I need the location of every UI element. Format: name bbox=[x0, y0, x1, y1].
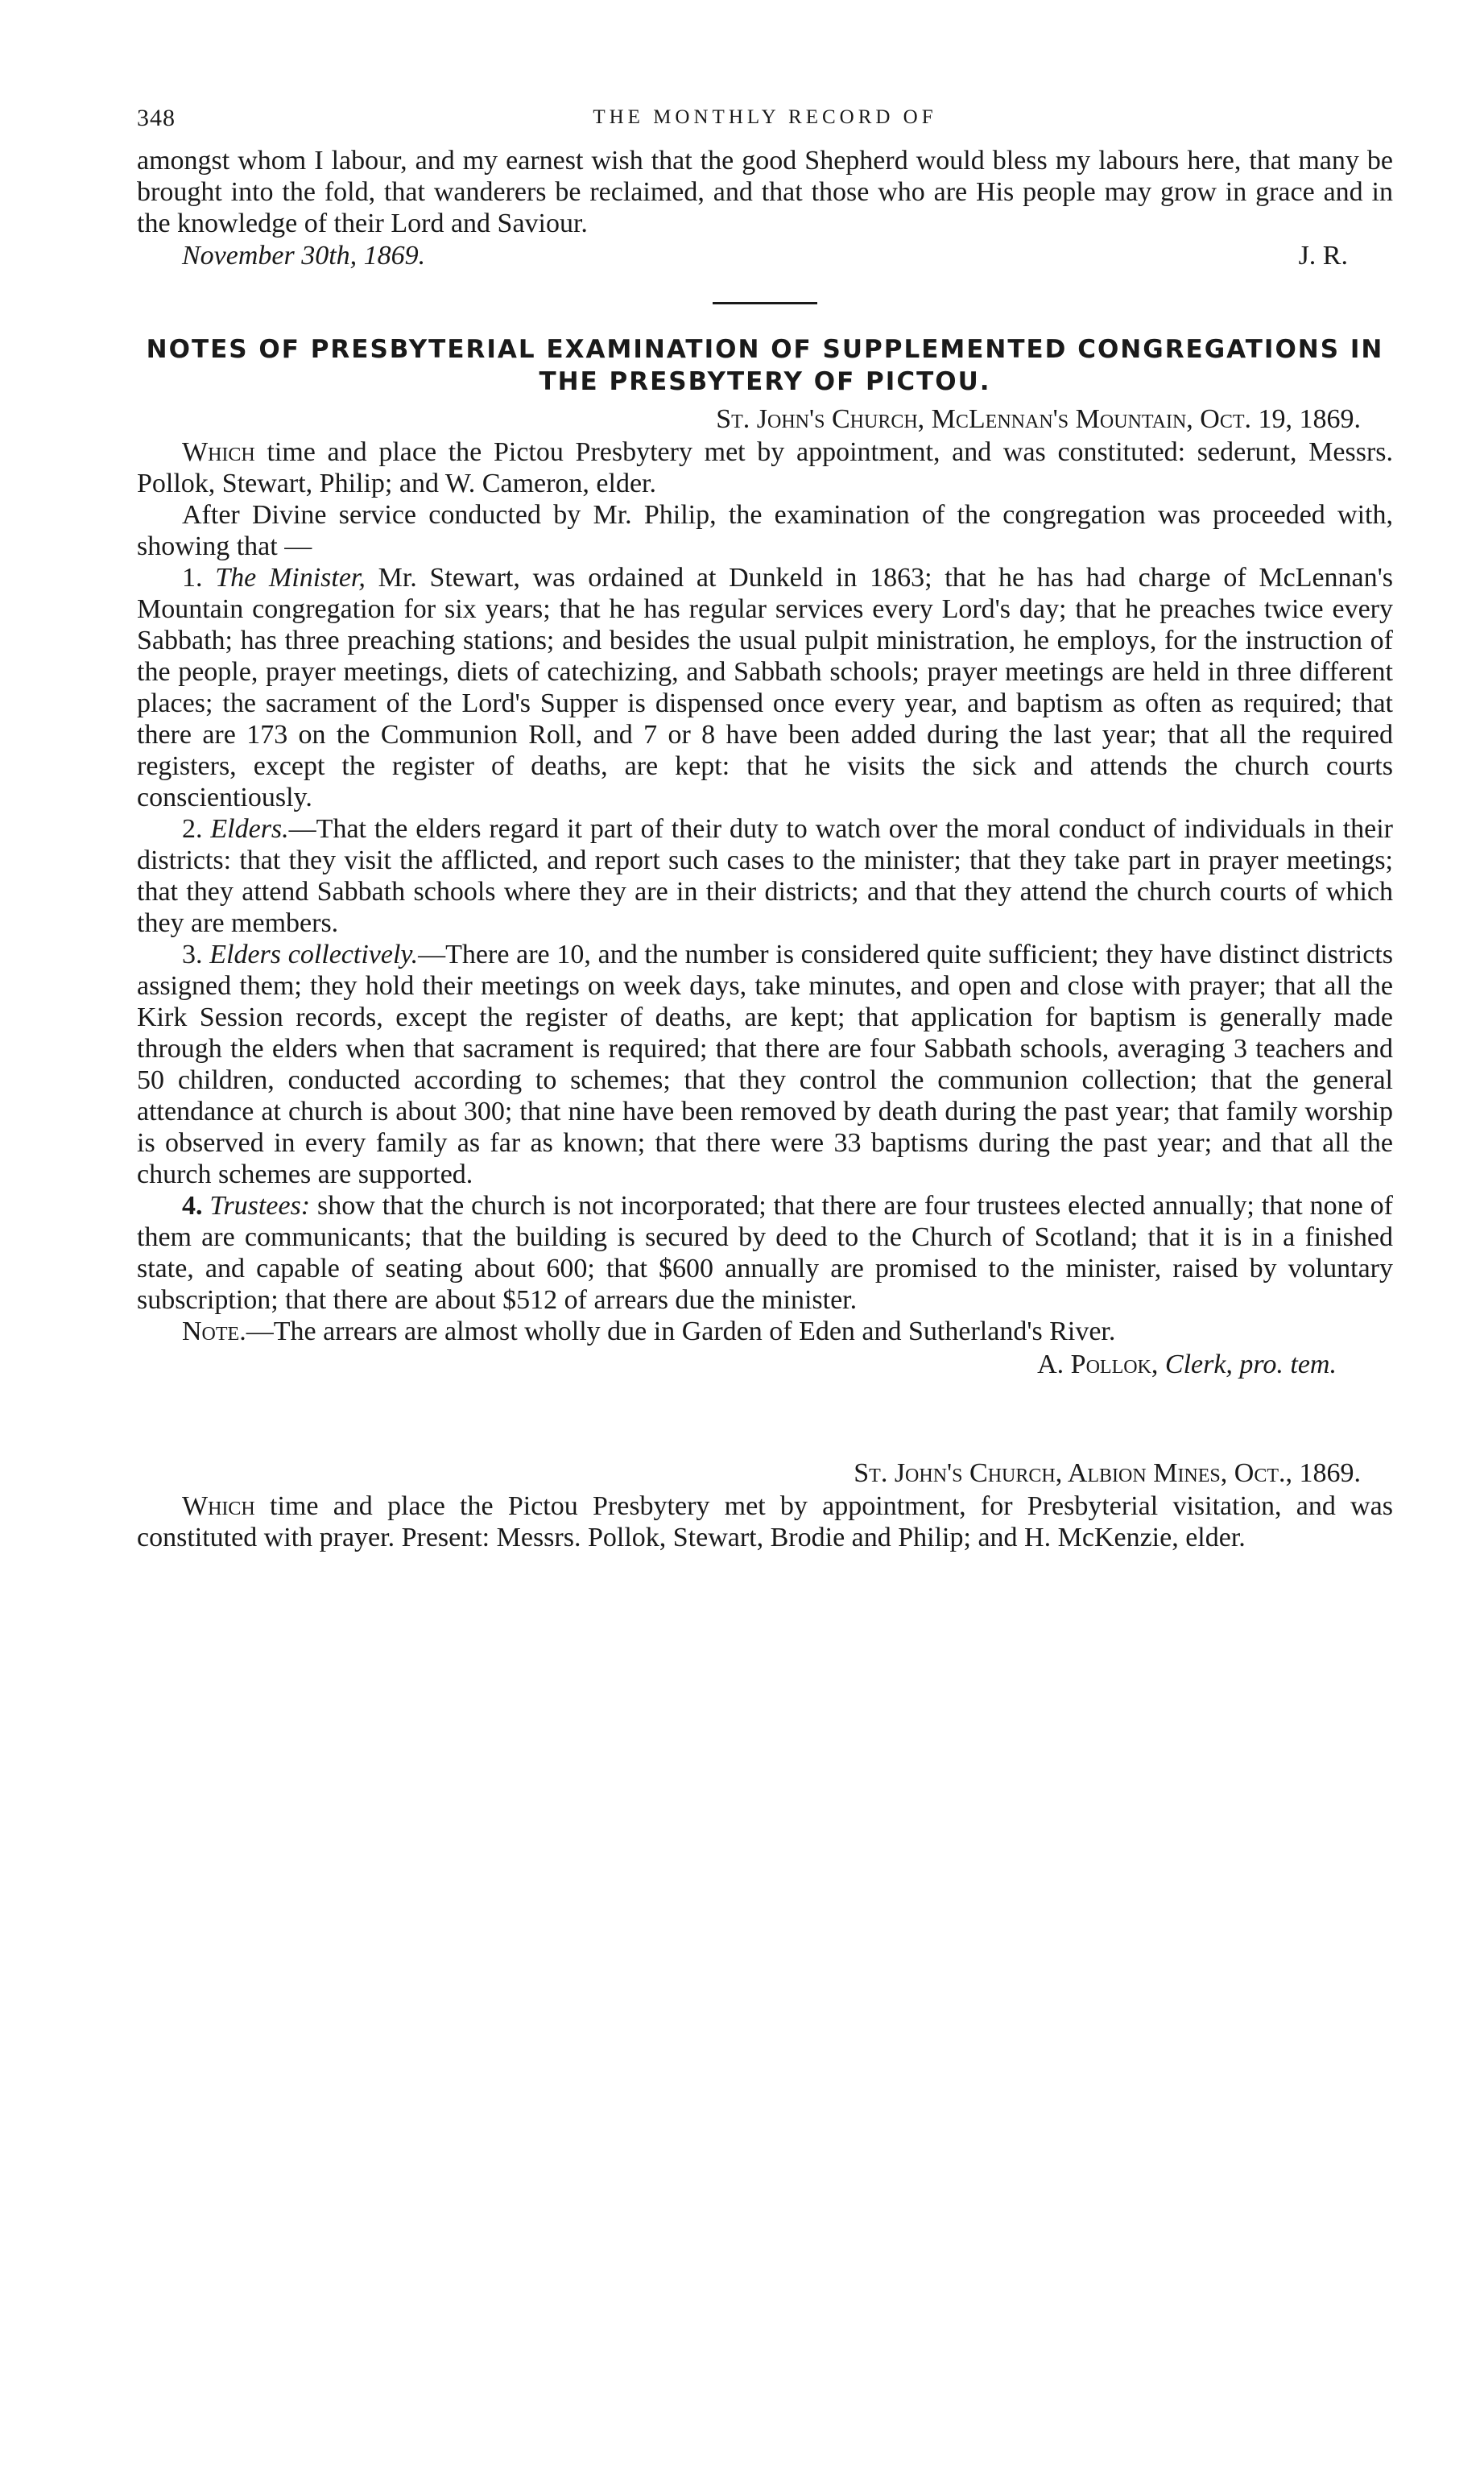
section2-lead-word: Which bbox=[182, 1491, 255, 1521]
clerk-name: A. Pollok, bbox=[1037, 1350, 1159, 1379]
clerk-title: Clerk, pro. tem. bbox=[1158, 1350, 1337, 1379]
item-elders-collectively-text: —There are 10, and the number is considered quite sufficient; they have distinct districts assigned them; they hold their meetings on week days, take minutes, and open and close with prayer; that all the Kirk Session records, except the register of deaths, are kept; that application for baptism is generally made through the elders when that sacrament is required; that there are four Sabbath schools, averaging 3 teachers and 50 children, conducted according to schemes; that they control the communion collection; that the general attendance at church is about 300; that nine have been removed by death during the past year; that family worship is observed in every family as far as known; that there were 33 baptisms during the past year; and that all the church schemes are supported. bbox=[137, 940, 1394, 1189]
item-elders-collectively-title: Elders collectively. bbox=[209, 940, 419, 969]
section2-place-line: St. John's Church, Albion Mines, Oct., 1869. bbox=[854, 1458, 1361, 1488]
item-minister-number: 1. bbox=[182, 563, 203, 593]
section1-opening-text: time and place the Pictou Presbytery met by appointment, and was constituted: sederunt, Messrs. Pollok, Stewart, Philip; and W. Cameron, elder. bbox=[137, 437, 1393, 498]
item-elders-collectively-number: 3. bbox=[182, 940, 203, 969]
item-minister-text: Mr. Stewart, was ordained at Dunkeld in 1863; that he has had charge of McLennan's Mountain congregation for six years; that he has regular services every Lord's day; that he preaches twice every Sabbath; has three preaching stations; and besides the usual pulpit ministration, he employs, for the instruction of the people, prayer meetings, diets of catechizing, and Sabbath schools; prayer meetings are held in three different places; the sacrament of the Lord's Supper is dispensed once every year, and baptism as often as required; that there are 173 on the Communion Roll, and 7 or 8 have been added during the last year; that all the required registers, except the register of deaths, are kept: that he visits the sick and attends the church courts conscientiously. bbox=[137, 563, 1394, 812]
section1-divine-service-paragraph: After Divine service conducted by Mr. Philip, the examination of the congregation was proceeded with, showing that — bbox=[137, 500, 1393, 561]
item-minister bbox=[137, 562, 1393, 813]
letter-signoff bbox=[182, 239, 1393, 273]
item-trustees-number: 4. bbox=[182, 1191, 203, 1221]
clerk-signature bbox=[137, 1347, 1393, 1383]
article-heading: NOTES OF PRESBYTERIAL EXAMINATION OF SUPPLEMENTED CONGREGATIONS IN THE PRESBYTERY OF PICTOU. bbox=[146, 335, 1384, 396]
page-number: 348 bbox=[137, 105, 176, 131]
item-elders-number: 2. bbox=[182, 814, 203, 844]
item-elders-title: Elders. bbox=[210, 814, 289, 844]
item-trustees-title: Trustees: bbox=[209, 1191, 311, 1221]
note-paragraph bbox=[137, 1316, 1393, 1347]
item-trustees-text: show that the church is not incorporated; that there are four trustees elected annually; that none of them are communicants; that the building is secured by deed to the Church of Scotland; that it is in a finished state, and capable of seating about 600; that $600 annually are promised to the minister, raised by voluntary subscription; that there are about $512 of arrears due the minister. bbox=[137, 1191, 1393, 1315]
letter-closing-paragraph: amongst whom I labour, and my earnest wish that the good Shepherd would bless my labours here, that many be brought into the fold, that wanderers be reclaimed, and that those who are His people may grow in grace and in the knowledge of their Lord and Saviour. bbox=[137, 146, 1393, 238]
item-minister-title: The Minister, bbox=[215, 563, 366, 593]
section2-opening-text: time and place the Pictou Presbytery met by appointment, for Presbyterial visitation, and was constituted with prayer. Present: Messrs. Pollok, Stewart, Brodie and Philip; and H. McKenzie, elder. bbox=[137, 1491, 1393, 1552]
item-elders-collectively bbox=[137, 939, 1393, 1190]
journal-title: THE MONTHLY RECORD OF bbox=[593, 106, 937, 128]
section2-opening-paragraph bbox=[137, 1490, 1393, 1553]
section1-place-line: St. John's Church, McLennan's Mountain, Oct. 19, 1869. bbox=[716, 404, 1361, 434]
page bbox=[137, 105, 1393, 1553]
note-text: —The arrears are almost wholly due in Garden of Eden and Sutherland's River. bbox=[246, 1317, 1116, 1346]
item-elders-text: —That the elders regard it part of their duty to watch over the moral conduct of individuals in their districts: that they visit the afflicted, and report such cases to the minister; that they take part in prayer meetings; that they attend Sabbath schools where they are in their districts; and that they attend the church courts of which they are members. bbox=[137, 814, 1393, 938]
section1-opening-paragraph bbox=[137, 436, 1393, 499]
section1-lead-word: Which bbox=[182, 437, 255, 467]
note-label: Note. bbox=[182, 1317, 246, 1346]
running-head bbox=[137, 105, 1393, 145]
letter-initials: J. R. bbox=[1298, 241, 1348, 271]
section-divider bbox=[713, 302, 817, 304]
item-elders bbox=[137, 813, 1393, 939]
item-trustees bbox=[137, 1190, 1393, 1316]
letter-date: November 30th, 1869. bbox=[182, 241, 426, 271]
